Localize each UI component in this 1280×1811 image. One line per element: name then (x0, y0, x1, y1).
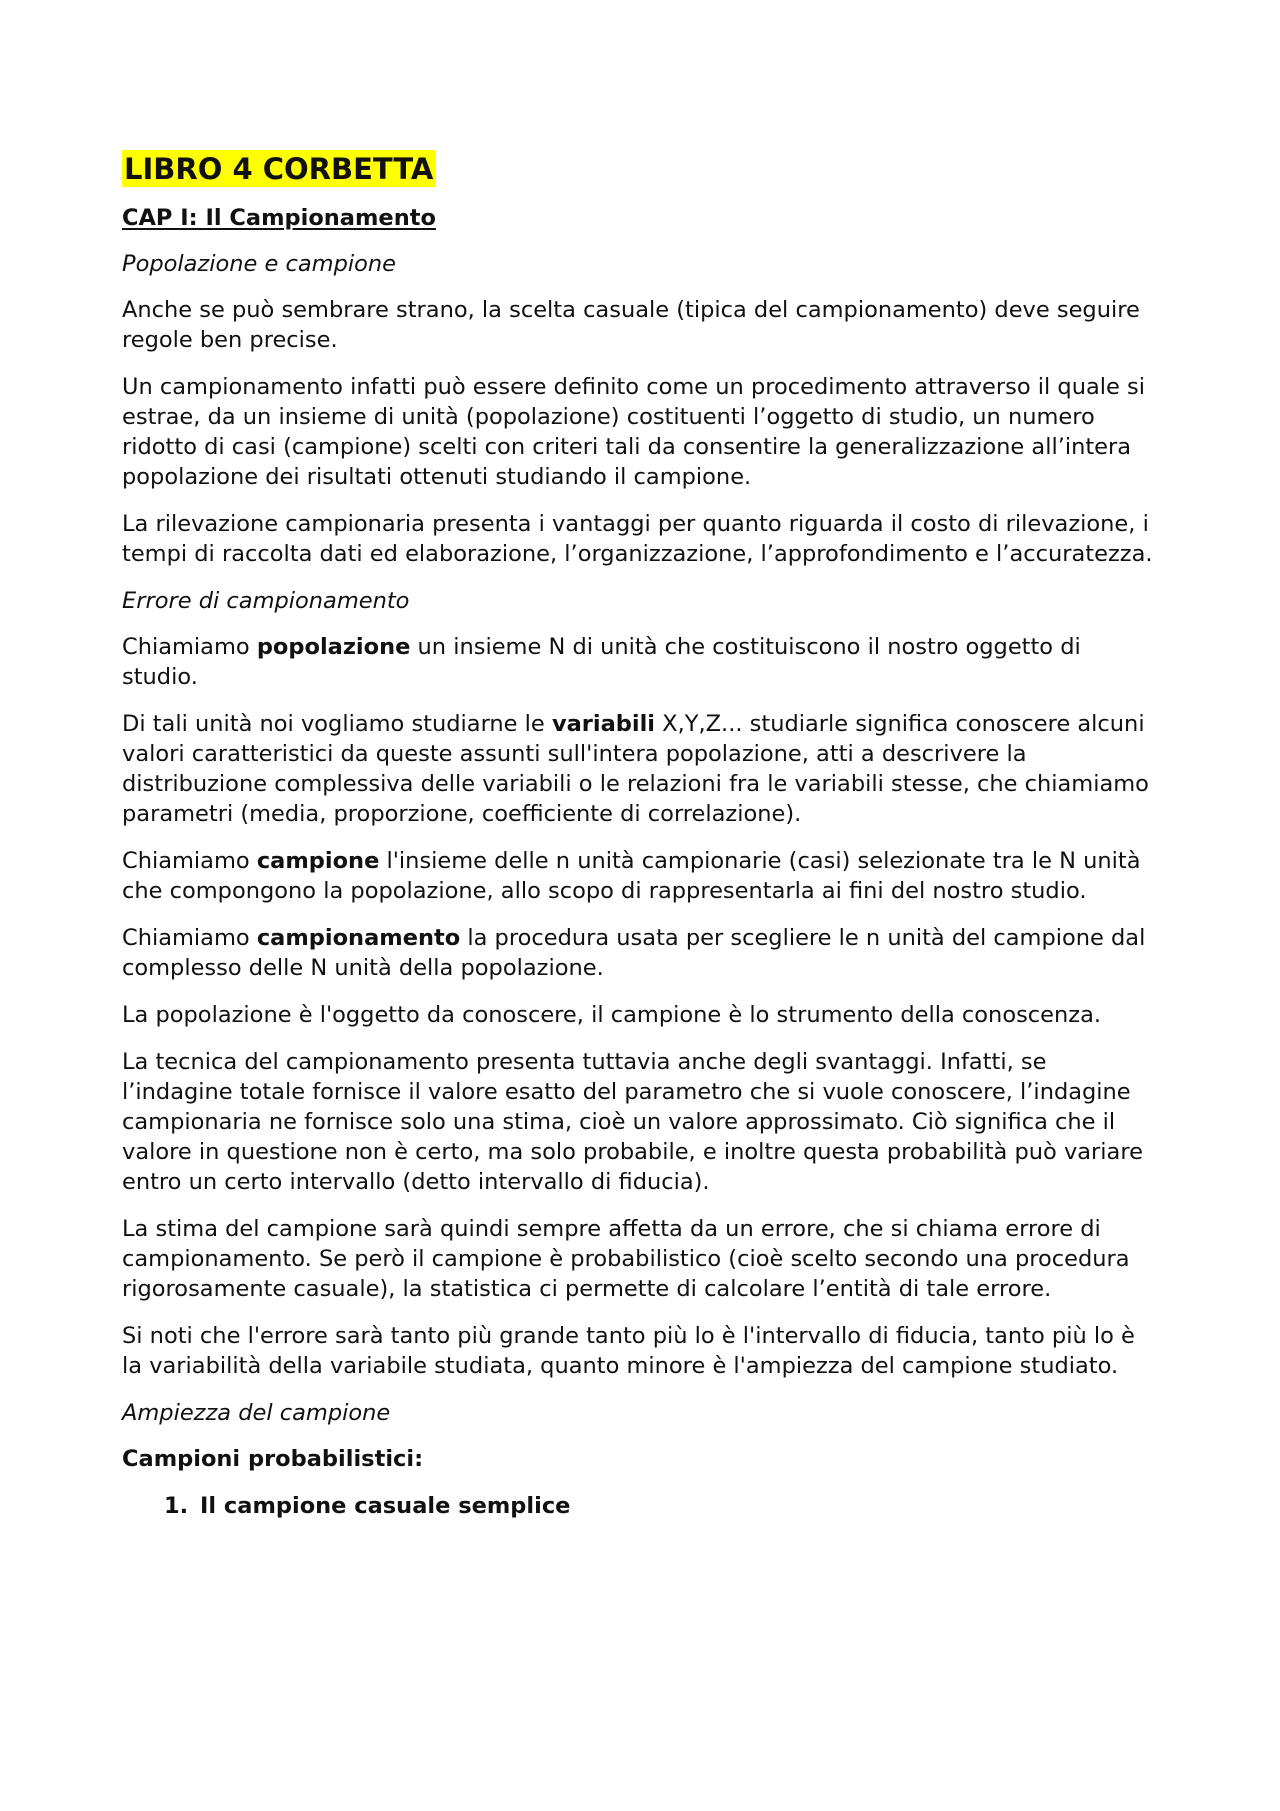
paragraph: La popolazione è l'oggetto da conoscere, il campione è lo strumento della conoscenza. (122, 1002, 1102, 1028)
paragraph: Si noti che l'errore sarà tanto più grande tanto più lo è l'intervallo di fiducia, tanto più lo è la variabilità della variabile studiata, quanto minore è l'ampiezza del campione studiato. (122, 1323, 1135, 1379)
paragraph: Un campionamento infatti può essere definito come un procedimento attraverso il quale si estrae, da un insieme di unità (popolazione) costituenti l’oggetto di studio, un numero ridotto di casi (campione) scelti con criteri tali da consentire la generalizzazione all’intera popolazione dei risultati ottenuti studiando il campione. (122, 374, 1145, 490)
chapter-heading: CAP I: Il Campionamento (122, 205, 436, 231)
subheading-text: Campioni probabilistici: (122, 1446, 424, 1472)
paragraph-text: Chiamiamo (122, 925, 257, 951)
subheading (122, 1444, 1162, 1474)
document-title (122, 150, 1162, 203)
document-title-text: LIBRO 4 CORBETTA (122, 150, 436, 187)
definition-term: campionamento (256, 925, 461, 951)
paragraph: La rilevazione campionaria presenta i vantaggi per quanto riguarda il costo di rilevazione, i tempi di raccolta dati ed elaborazione, l’organizzazione, l’approfondimento e l’accuratezza. (122, 511, 1153, 567)
paragraph-text: Di tali unità noi vogliamo studiarne le (122, 711, 552, 737)
paragraph-definition (122, 709, 1162, 829)
paragraph-text: la procedura usata per scegliere le n unità del campione dal complesso delle N unità della popolazione. (122, 925, 1146, 981)
paragraph-text: X,Y,Z... studiarle significa conoscere alcuni valori caratteristici da queste assunti sull'intera popolazione, atti a descrivere la distribuzione complessiva delle variabili o le relazioni fra le variabili stesse, che chiamiamo parametri (media, proporzione, coefficiente di correlazione). (122, 711, 1149, 827)
paragraph-definition (122, 846, 1162, 906)
section-heading-popolazione: Popolazione e campione (122, 251, 396, 277)
paragraph: Anche se può sembrare strano, la scelta casuale (tipica del campionamento) deve seguire regole ben precise. (122, 297, 1140, 353)
paragraph: La stima del campione sarà quindi sempre affetta da un errore, che si chiama errore di campionamento. Se però il campione è probabilistico (cioè scelto secondo una procedura rigorosamente casuale), la statistica ci permette di calcolare l’entità di tale errore. (122, 1216, 1130, 1302)
paragraph-definition (122, 923, 1162, 983)
numbered-list (122, 1491, 1162, 1521)
definition-term: variabili (551, 711, 656, 737)
document-page (122, 150, 1162, 1521)
paragraph: La tecnica del campionamento presenta tuttavia anche degli svantaggi. Infatti, se l’indagine totale fornisce il valore esatto del parametro che si vuole conoscere, l’indagine campionaria ne fornisce solo una stima, cioè un valore approssimato. Ciò significa che il valore in questione non è certo, ma solo probabile, e inoltre questa probabilità può variare entro un certo intervallo (detto intervallo di fiducia). (122, 1049, 1143, 1195)
paragraph-text: Chiamiamo (122, 634, 257, 660)
paragraph-text: l'insieme delle n unità campionarie (casi) selezionate tra le N unità che compongono la popolazione, allo scopo di rappresentarla ai fini del nostro studio. (122, 848, 1141, 904)
paragraph-text: un insieme N di unità che costituiscono il nostro oggetto di studio. (122, 634, 1081, 690)
list-item-text: Il campione casuale semplice (200, 1493, 571, 1519)
paragraph-definition (122, 632, 1162, 692)
list-item (122, 1491, 1162, 1521)
definition-term: campione (256, 848, 380, 874)
paragraph-text: Chiamiamo (122, 848, 257, 874)
section-heading-errore: Errore di campionamento (122, 588, 410, 614)
section-heading-ampiezza: Ampiezza del campione (122, 1400, 391, 1426)
definition-term: popolazione (256, 634, 411, 660)
list-item-number: 1. (164, 1493, 189, 1519)
